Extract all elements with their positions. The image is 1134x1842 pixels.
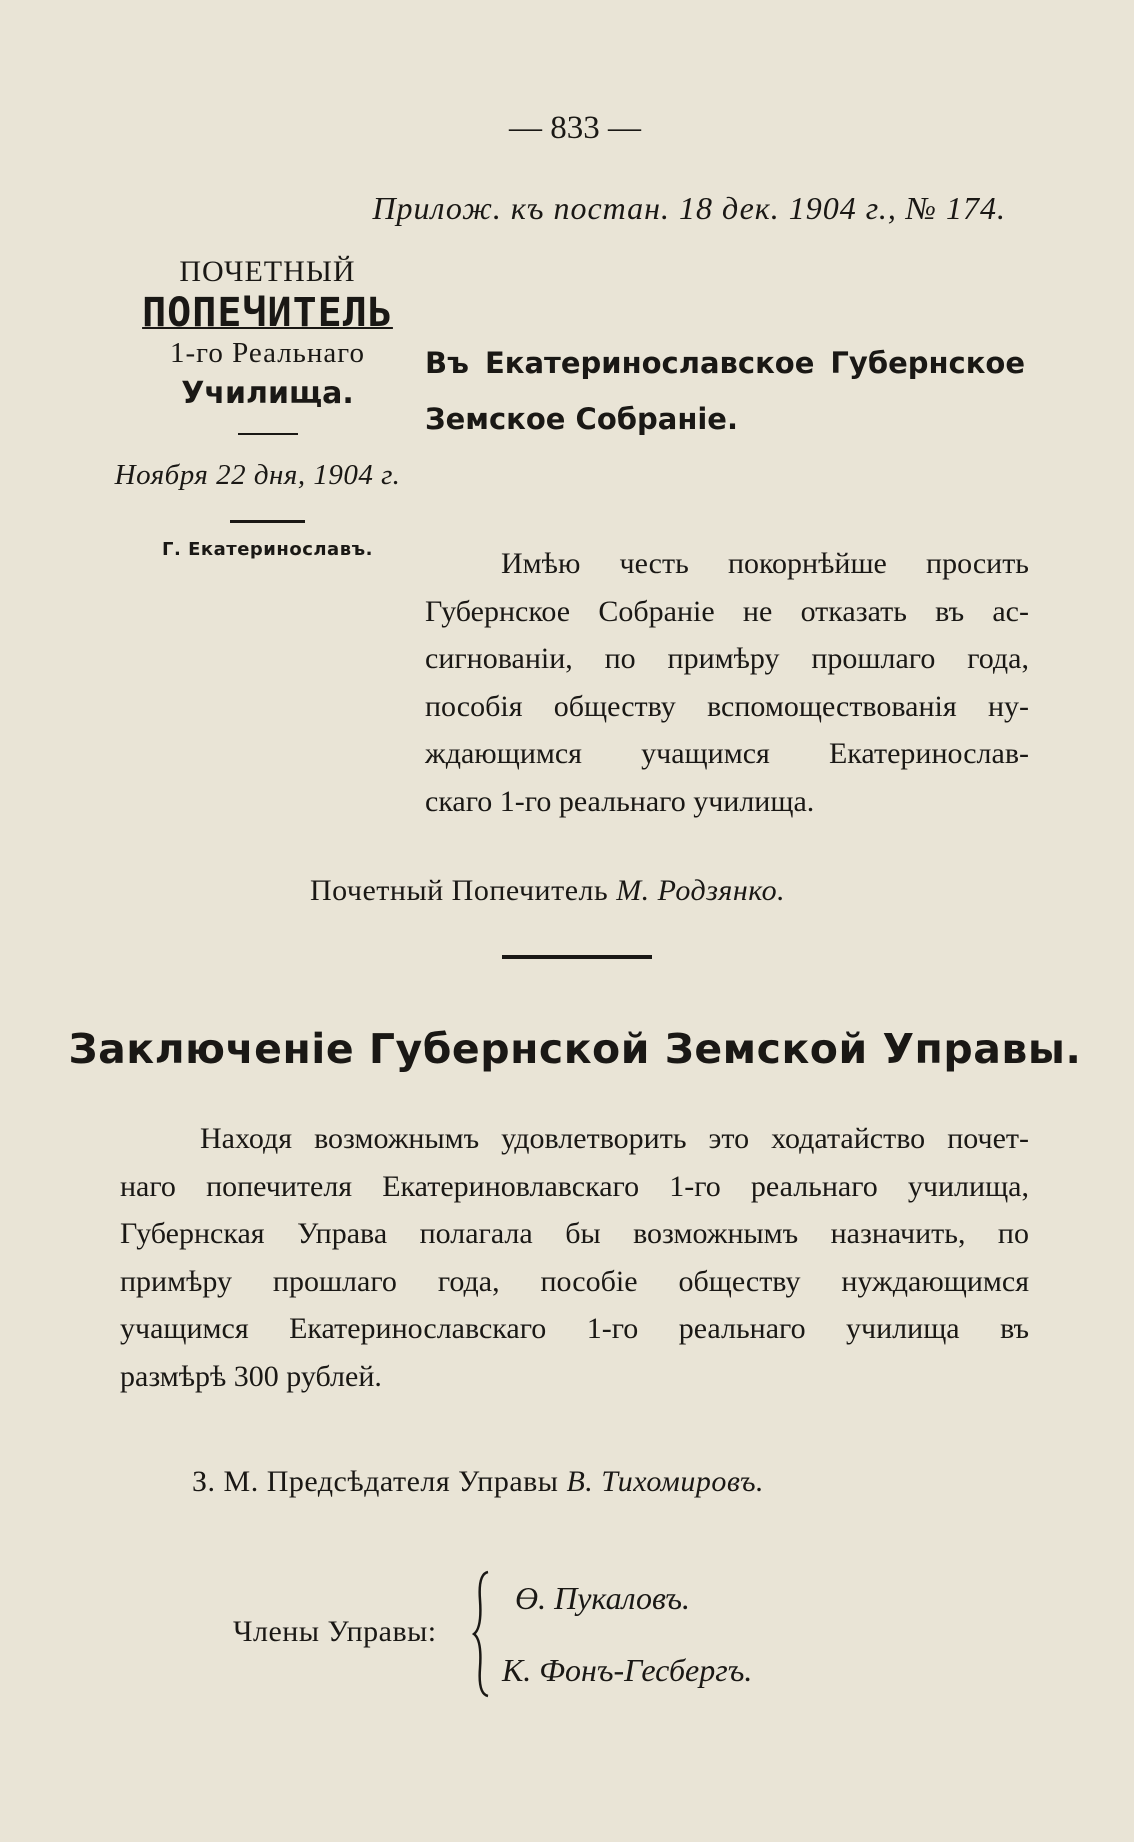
addressee-block: [425, 335, 1025, 447]
sender-school: 1-го Реальнаго: [170, 337, 365, 369]
sender-rule: [238, 433, 298, 435]
sender-block: [110, 255, 425, 560]
petition-line: Имѣю честь покорнѣйше просить: [501, 547, 1029, 580]
petition-line: Губернское Собраніе не отказать въ ас-: [425, 594, 1029, 628]
appendix-reference: Прилож. къ постан. 18 дек. 1904 г., № 174.: [372, 190, 1006, 226]
conclusion-line: примѣру прошлаго года, пособіе обществу нуждающимся: [120, 1264, 1029, 1298]
chairman-title: З. М. Предсѣдателя Управы: [192, 1465, 559, 1498]
conclusion-line: учащимся Екатеринославскаго 1-го реальнаго училища въ: [120, 1312, 1029, 1345]
addressee-line2: Земское Собраніе.: [425, 402, 738, 436]
sender-school-type: Училища.: [181, 376, 354, 411]
petition-line: сигнованіи, по примѣру прошлаго года,: [425, 642, 1029, 675]
addressee-line1: Въ Екатеринославское Губернское: [425, 346, 1025, 380]
petition-line: скаго 1-го реальнаго училища.: [425, 784, 815, 818]
conclusion-line: Губернская Управа полагала бы возможнымъ назначить, по: [120, 1217, 1029, 1250]
members-label: Члены Управы:: [233, 1615, 437, 1648]
conclusion-text: [120, 1115, 1029, 1400]
conclusion-line: наго попечителя Екатериновлавскаго 1-го реальнаго училища,: [120, 1169, 1029, 1203]
member-name: К. Фонъ-Гесбергъ.: [502, 1652, 753, 1688]
sender-date: Ноября 22 дня, 1904 г.: [114, 459, 401, 491]
petition-line: пособія обществу вспомоществованія ну-: [425, 689, 1029, 723]
section-divider: [502, 955, 652, 959]
sender-rule-2: [230, 520, 305, 523]
brace-icon: [472, 1570, 492, 1698]
petition-signature: [310, 874, 785, 908]
petition-text: [425, 540, 1029, 825]
sender-title-line1: ПОЧЕТНЫЙ: [179, 255, 356, 288]
conclusion-line: Находя возможнымъ удовлетворить это ходатайство почет-: [200, 1122, 1029, 1155]
sender-city: Г. Екатеринославъ.: [162, 539, 373, 560]
member-name: Ө. Пукаловъ.: [515, 1580, 691, 1616]
chairman-name: В. Тихомировъ.: [566, 1465, 765, 1498]
sender-title-line2: ПОПЕЧИТЕЛЬ: [142, 290, 393, 336]
signer-name: М. Родзянко.: [616, 874, 786, 907]
conclusion-line: размѣрѣ 300 рублей.: [120, 1359, 382, 1393]
petition-line: ждающимся учащимся Екатеринослав-: [425, 737, 1029, 770]
signer-title: Почетный Попечитель: [310, 874, 609, 907]
conclusion-heading: Заключеніе Губернской Земской Управы.: [68, 1025, 1082, 1073]
chairman-signature: [192, 1465, 764, 1499]
page-number: — 833 —: [509, 110, 641, 146]
